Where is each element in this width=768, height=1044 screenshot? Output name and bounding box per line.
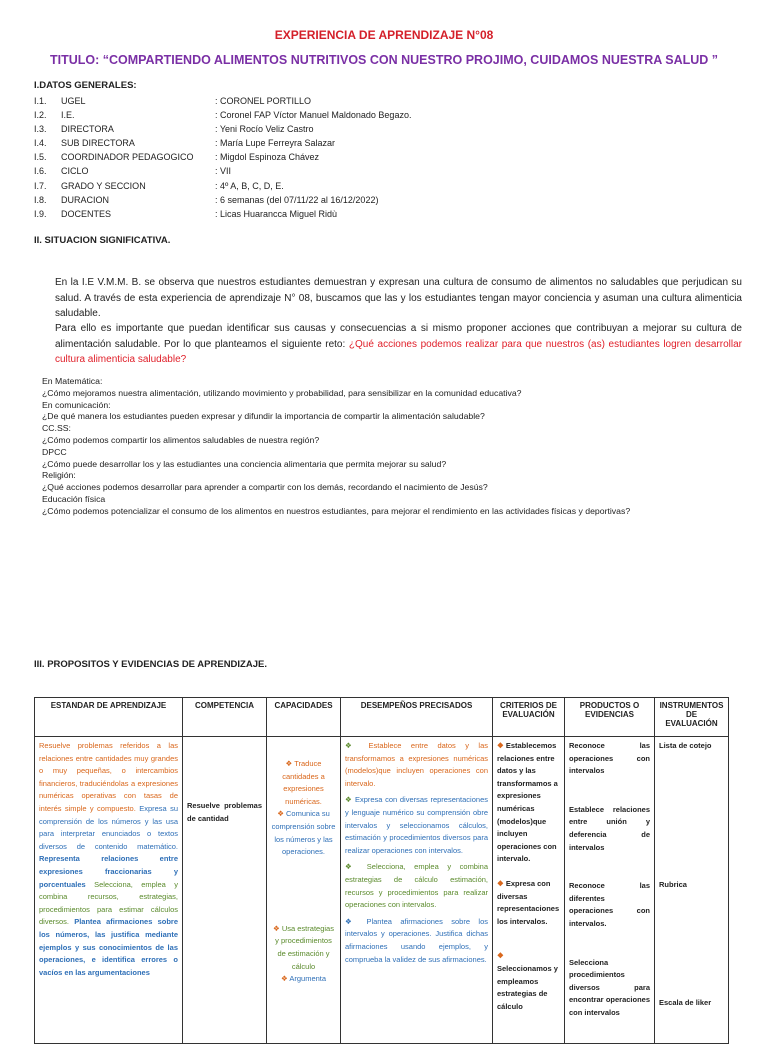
section-heading-situacion: II. SITUACION SIGNIFICATIVA. bbox=[34, 235, 171, 246]
header-criterios: CRITERIOS DE EVALUACIÓN bbox=[493, 698, 565, 737]
capacidad-item: ❖ Usa estrategias y procedimientos de estimación y cálculo bbox=[273, 923, 334, 971]
datos-row-label: GRADO Y SECCION bbox=[61, 180, 146, 191]
capacidad-item: ❖ Argumenta bbox=[280, 974, 327, 984]
desempeno-item: ❖ Establece entre datos y las transformamos a expresiones numéricas (modelos)que incluyen operaciones con intervalo. bbox=[345, 741, 488, 788]
header-productos: PRODUCTOS O EVIDENCIAS bbox=[565, 698, 655, 737]
capacidades-cell bbox=[267, 737, 341, 1044]
estandar-text: Representa relaciones entre expresiones fraccionarias y porcentuales bbox=[39, 854, 178, 889]
criterio-item: ❖ Establecemos relaciones entre datos y las transformamos a expresiones numéricas (modelos)que incluyen operaciones con intervalo. bbox=[497, 741, 558, 864]
table-row bbox=[35, 737, 729, 1044]
datos-row-label: I.E. bbox=[61, 110, 75, 121]
situacion-text: Para ello es importante que puedan identificar sus causas y consecuencias a si mismo proponer acciones que contribuyan a mejorar su cultura de alimentación saludable. Por lo que planteamos el siguiente reto: bbox=[55, 323, 742, 350]
producto-item: Selecciona procedimientos diversos para encontrar operaciones con intervalos bbox=[569, 957, 650, 1017]
criterios-cell bbox=[493, 737, 565, 1044]
desempeno-item: ❖ Selecciona, emplea y combina estrategias de cálculo estimación, recursos y procedimientos para realizar operaciones con intervalos. bbox=[345, 862, 488, 910]
datos-row-number: I.7. bbox=[34, 180, 47, 191]
situacion-paragraph-1: En la I.E V.M.M. B. se observa que nuestros estudiantes demuestran y expresan una cultura de consumo de alimentos no saludables que perjudican su salud. A través de esta experiencia de aprendizaje N° 08, buscamos que las y los estudiantes tengan mayor conciencia y asuman una cultura alimenticia saludable. bbox=[55, 277, 742, 319]
datos-row-label: SUB DIRECTORA bbox=[61, 138, 135, 149]
estandar-text: Plantea afirmaciones sobre los números, las justifica mediante ejemplos y sus conocimientos de las operaciones, e identifica errores o vacíos en las argumentaciones bbox=[39, 917, 178, 977]
estandar-text: Resuelve problemas referidos a las relaciones entre cantidades muy grandes o muy pequeñas, o intercambios financieros, traduciéndolas a expresiones numéricas operativas con tasas de interés simple y compuesto. bbox=[39, 741, 178, 813]
desempeno-item: ❖ Expresa con diversas representaciones y lenguaje numérico su comprensión obre intervalos y seleccionamos cálculos, estimación y procedimientos diversos para realizar operaciones con intervalos. bbox=[345, 795, 488, 855]
criterio-item: ❖ Seleccionamos y empleamos estrategias de cálculo bbox=[497, 951, 558, 1011]
datos-row-number: I.6. bbox=[34, 166, 47, 177]
productos-cell bbox=[565, 737, 655, 1044]
area-label: En comunicación: bbox=[42, 399, 111, 410]
area-question: ¿Cómo puede desarrollar los y las estudiantes una conciencia alimentaria que permita mejorar su salud? bbox=[42, 458, 447, 469]
producto-item: Reconoce las operaciones con intervalos bbox=[569, 741, 650, 776]
page-title: EXPERIENCIA DE APRENDIZAJE N°08 bbox=[274, 28, 494, 42]
capacidad-item: ❖ Comunica su comprensión sobre los números y las operaciones. bbox=[271, 809, 336, 857]
datos-row-number: I.3. bbox=[34, 124, 47, 135]
estandar-text: Selecciona, emplea y combina recursos, estrategias, procedimientos para estimar cálculos diversos. bbox=[39, 879, 178, 927]
capacidad-item: ❖ Traduce cantidades a expresiones numéricas. bbox=[282, 759, 325, 806]
area-label: CC.SS: bbox=[42, 423, 71, 434]
datos-row-number: I.1. bbox=[34, 96, 47, 106]
estandar-text: Expresa su comprensión de los números y las usa para interpretar enunciados o textos diversos de contenido matemático. bbox=[39, 803, 178, 851]
datos-row-value: : María Lupe Ferreyra Salazar bbox=[215, 138, 336, 149]
section-heading-propositos: III. PROPOSITOS Y EVIDENCIAS DE APRENDIZAJE. bbox=[34, 659, 267, 670]
datos-row-number: I.4. bbox=[34, 138, 47, 149]
reto-question: ¿Qué acciones podemos realizar para que nuestros (as) estudiantes logren desarrollar cultura alimenticia saludable? bbox=[55, 338, 742, 365]
producto-item: Reconoce las diferentes operaciones con intervalos. bbox=[569, 881, 650, 928]
header-capacidades: CAPACIDADES bbox=[267, 698, 341, 737]
area-question: ¿Qué acciones podemos desarrollar para aprender a compartir con los demás, recordando el nacimiento de Jesús? bbox=[42, 482, 488, 493]
section-heading-datos: I.DATOS GENERALES: bbox=[34, 80, 137, 91]
area-questions-list bbox=[42, 376, 742, 518]
datos-row-value: : CORONEL PORTILLO bbox=[215, 96, 312, 106]
area-question: ¿Cómo podemos potencializar el consumo de los alimentos en nuestros estudiantes, para mejorar el rendimiento en las actividades físicas y deportivas? bbox=[42, 505, 631, 516]
area-label: Educación física bbox=[42, 493, 106, 504]
instrumentos-cell bbox=[655, 737, 729, 1044]
datos-row-value: : 6 semanas (del 07/11/22 al 16/12/2022) bbox=[215, 194, 379, 205]
datos-row-value: : Coronel FAP Víctor Manuel Maldonado Begazo. bbox=[215, 110, 412, 121]
datos-row-value: : Migdol Espinoza Chávez bbox=[215, 152, 320, 163]
datos-row-label: DURACION bbox=[61, 194, 110, 205]
instrumento-item: Rubrica bbox=[659, 879, 687, 889]
datos-row-value: : 4º A, B, C, D, E. bbox=[215, 180, 284, 191]
datos-row-label: COORDINADOR PEDAGOGICO bbox=[61, 152, 194, 163]
desempeno-item: ❖ Plantea afirmaciones sobre los intervalos y operaciones. Justifica dichas afirmaciones usando ejemplos, y comprueba la validez de sus afirmaciones. bbox=[345, 916, 488, 964]
document-subtitle: TITULO: “COMPARTIENDO ALIMENTOS NUTRITIVOS CON NUESTRO PROJIMO, CUIDAMOS NUESTRA SALUD ” bbox=[49, 53, 719, 67]
instrumento-item: Lista de cotejo bbox=[659, 741, 712, 750]
header-desempenos: DESEMPEÑOS PRECISADOS bbox=[341, 698, 493, 737]
area-question: ¿Cómo mejoramos nuestra alimentación, utilizando movimiento y probabilidad, para sensibilizar en la comunidad educativa? bbox=[42, 387, 522, 398]
table-header-row bbox=[35, 698, 729, 737]
producto-item: Establece relaciones entre unión y deferencia de intervalos bbox=[569, 804, 650, 852]
datos-row-value: : VII bbox=[215, 166, 232, 177]
competencia-cell bbox=[183, 737, 267, 1044]
estandar-cell bbox=[35, 737, 183, 1044]
datos-row-value: : Yeni Rocío Veliz Castro bbox=[215, 124, 314, 135]
datos-row-label: DOCENTES bbox=[61, 208, 112, 219]
header-competencia: COMPETENCIA bbox=[183, 698, 267, 737]
datos-row-label: CICLO bbox=[61, 166, 89, 177]
competencia-text: Resuelve problemas de cantidad bbox=[187, 801, 262, 823]
datos-row-label: UGEL bbox=[61, 96, 86, 106]
area-question: ¿Cómo podemos compartir los alimentos saludables de nuestra región? bbox=[42, 434, 320, 445]
datos-row-number: I.8. bbox=[34, 194, 47, 205]
situacion-paragraph-2 bbox=[55, 321, 742, 368]
criterio-item: ❖ Expresa con diversas representaciones los intervalos. bbox=[497, 878, 560, 926]
desempenos-cell bbox=[341, 737, 493, 1044]
propositos-table bbox=[34, 697, 729, 1044]
datos-row-value: : Licas Huarancca Miguel Ridù bbox=[215, 208, 338, 219]
header-instrumentos: INSTRUMENTOS DE EVALUACIÓN bbox=[655, 698, 729, 737]
area-label: En Matemática: bbox=[42, 376, 103, 386]
datos-row-number: I.2. bbox=[34, 110, 47, 121]
area-label: Religión: bbox=[42, 470, 76, 481]
area-question: ¿De qué manera los estudiantes pueden expresar y difundir la importancia de compartir la alimentación saludable? bbox=[42, 411, 485, 422]
header-estandar: ESTANDAR DE APRENDIZAJE bbox=[35, 698, 183, 737]
datos-row-number: I.5. bbox=[34, 152, 47, 163]
datos-row-label: DIRECTORA bbox=[61, 124, 114, 135]
datos-row-number: I.9. bbox=[34, 208, 47, 219]
instrumento-item: Escala de liker bbox=[659, 998, 712, 1008]
area-label: DPCC bbox=[42, 446, 67, 457]
